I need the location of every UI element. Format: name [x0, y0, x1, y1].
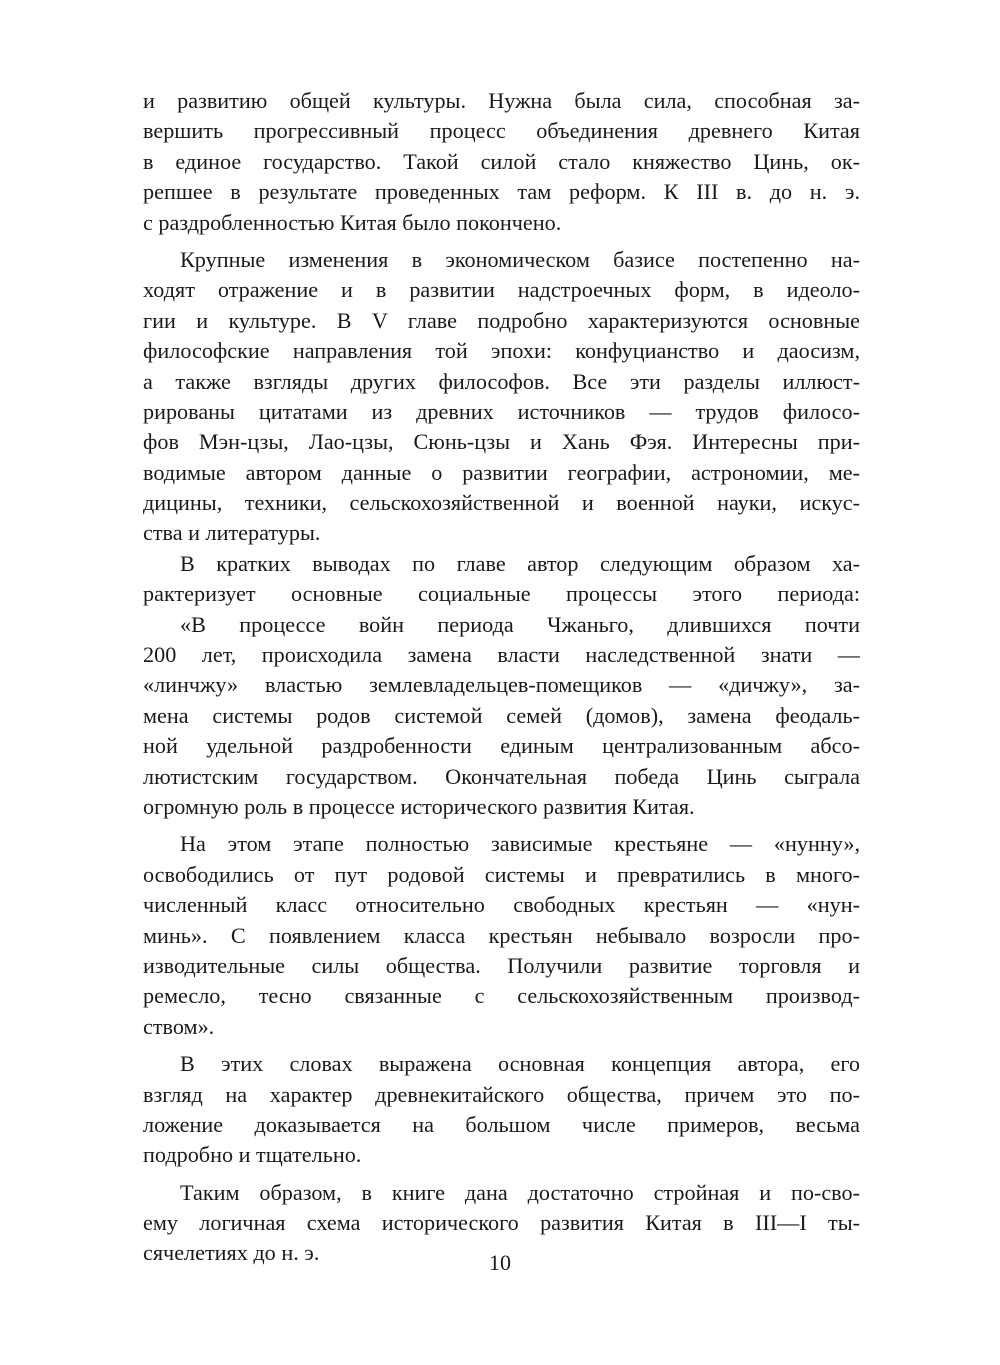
- text-line: и развитию общей культуры. Нужна была сила, способная за-: [143, 88, 860, 113]
- quote-paragraph: [143, 610, 860, 823]
- text-line: подробно и тщательно.: [143, 1142, 362, 1168]
- text-line: численный класс относительно свободных крестьян — «нун-: [143, 892, 860, 918]
- text-line: огромную роль в процессе исторического развития Китая.: [143, 793, 695, 819]
- text-line: фов Мэн-цзы, Лао-цзы, Сюнь-цзы и Хань Фэя. Интересны при-: [143, 429, 860, 455]
- paragraph-1: [143, 86, 860, 238]
- paragraph-2: [143, 245, 860, 549]
- text-line: дицины, техники, сельскохозяйственной и военной науки, искус-: [143, 490, 860, 516]
- text-line: Крупные изменения в экономическом базисе постепенно на-: [180, 246, 860, 272]
- text-line: минь». С появлением класса крестьян небывало возросли про-: [143, 922, 860, 948]
- text-line: «линчжу» властью землевладельцев-помещиков — «дичжу», за-: [143, 672, 860, 698]
- text-line: лютистским государством. Окончательная победа Цинь сыграла: [143, 763, 860, 789]
- text-line: ему логичная схема исторического развития Китая в III—I ты-: [143, 1210, 860, 1236]
- text-line: освободились от пут родовой системы и превратились в много-: [143, 861, 860, 887]
- text-line: 200 лет, происходила замена власти наследственной знати —: [143, 642, 860, 668]
- page-number: 10: [489, 1250, 511, 1275]
- paragraph-6: [143, 1049, 860, 1171]
- text-line: ства и литературы.: [143, 520, 321, 546]
- text-line: ремесло, тесно связанные с сельскохозяйственным производ-: [143, 983, 860, 1009]
- text-line: рированы цитатами из древних источников — трудов филосо-: [143, 398, 860, 424]
- text-line: В этих словах выражена основная концепция автора, его: [180, 1051, 860, 1077]
- body-text: [143, 86, 860, 1269]
- text-line: вершить прогрессивный процесс объединения древнего Китая: [143, 118, 860, 144]
- text-line: а также взгляды других философов. Все эти разделы иллюст-: [143, 368, 860, 394]
- text-line: гии и культуре. В V главе подробно характеризуются основные: [143, 307, 860, 333]
- text-line: мена системы родов системой семей (домов), замена феодаль-: [143, 702, 860, 728]
- text-line: сячелетиях до н. э.: [143, 1240, 320, 1266]
- text-line: водимые автором данные о развитии географии, астрономии, ме-: [143, 459, 860, 485]
- text-line: репшее в результате проведенных там реформ. К III в. до н. э.: [143, 179, 860, 205]
- text-line: изводительные силы общества. Получили развитие торговля и: [143, 952, 860, 978]
- text-line: ной удельной раздробенности единым централизованным абсо-: [143, 733, 860, 759]
- text-line: с раздробленностью Китая было покончено.: [143, 209, 562, 235]
- text-line: ходят отражение и в развитии надстроечных форм, в идеоло-: [143, 277, 860, 303]
- text-line: «В процессе войн периода Чжаньго, длившихся почти: [180, 611, 860, 637]
- text-line: Таким образом, в книге дана достаточно стройная и по-сво-: [180, 1179, 860, 1205]
- text-line: взгляд на характер древнекитайского общества, причем это по-: [143, 1081, 860, 1107]
- text-line: в единое государство. Такой силой стало княжество Цинь, ок-: [143, 148, 860, 174]
- text-line: философские направления той эпохи: конфуцианство и даосизм,: [143, 338, 860, 364]
- text-line: На этом этапе полностью зависимые крестьяне — «нунну»,: [180, 831, 860, 857]
- text-line: ством».: [143, 1013, 215, 1039]
- text-line: В кратких выводах по главе автор следующим образом ха-: [180, 550, 860, 576]
- quote-paragraph-2: [143, 829, 860, 1042]
- text-line: ложение доказывается на большом числе примеров, весьма: [143, 1111, 860, 1137]
- paragraph-3: [143, 549, 860, 610]
- text-line: рактеризует основные социальные процессы этого периода:: [143, 581, 860, 607]
